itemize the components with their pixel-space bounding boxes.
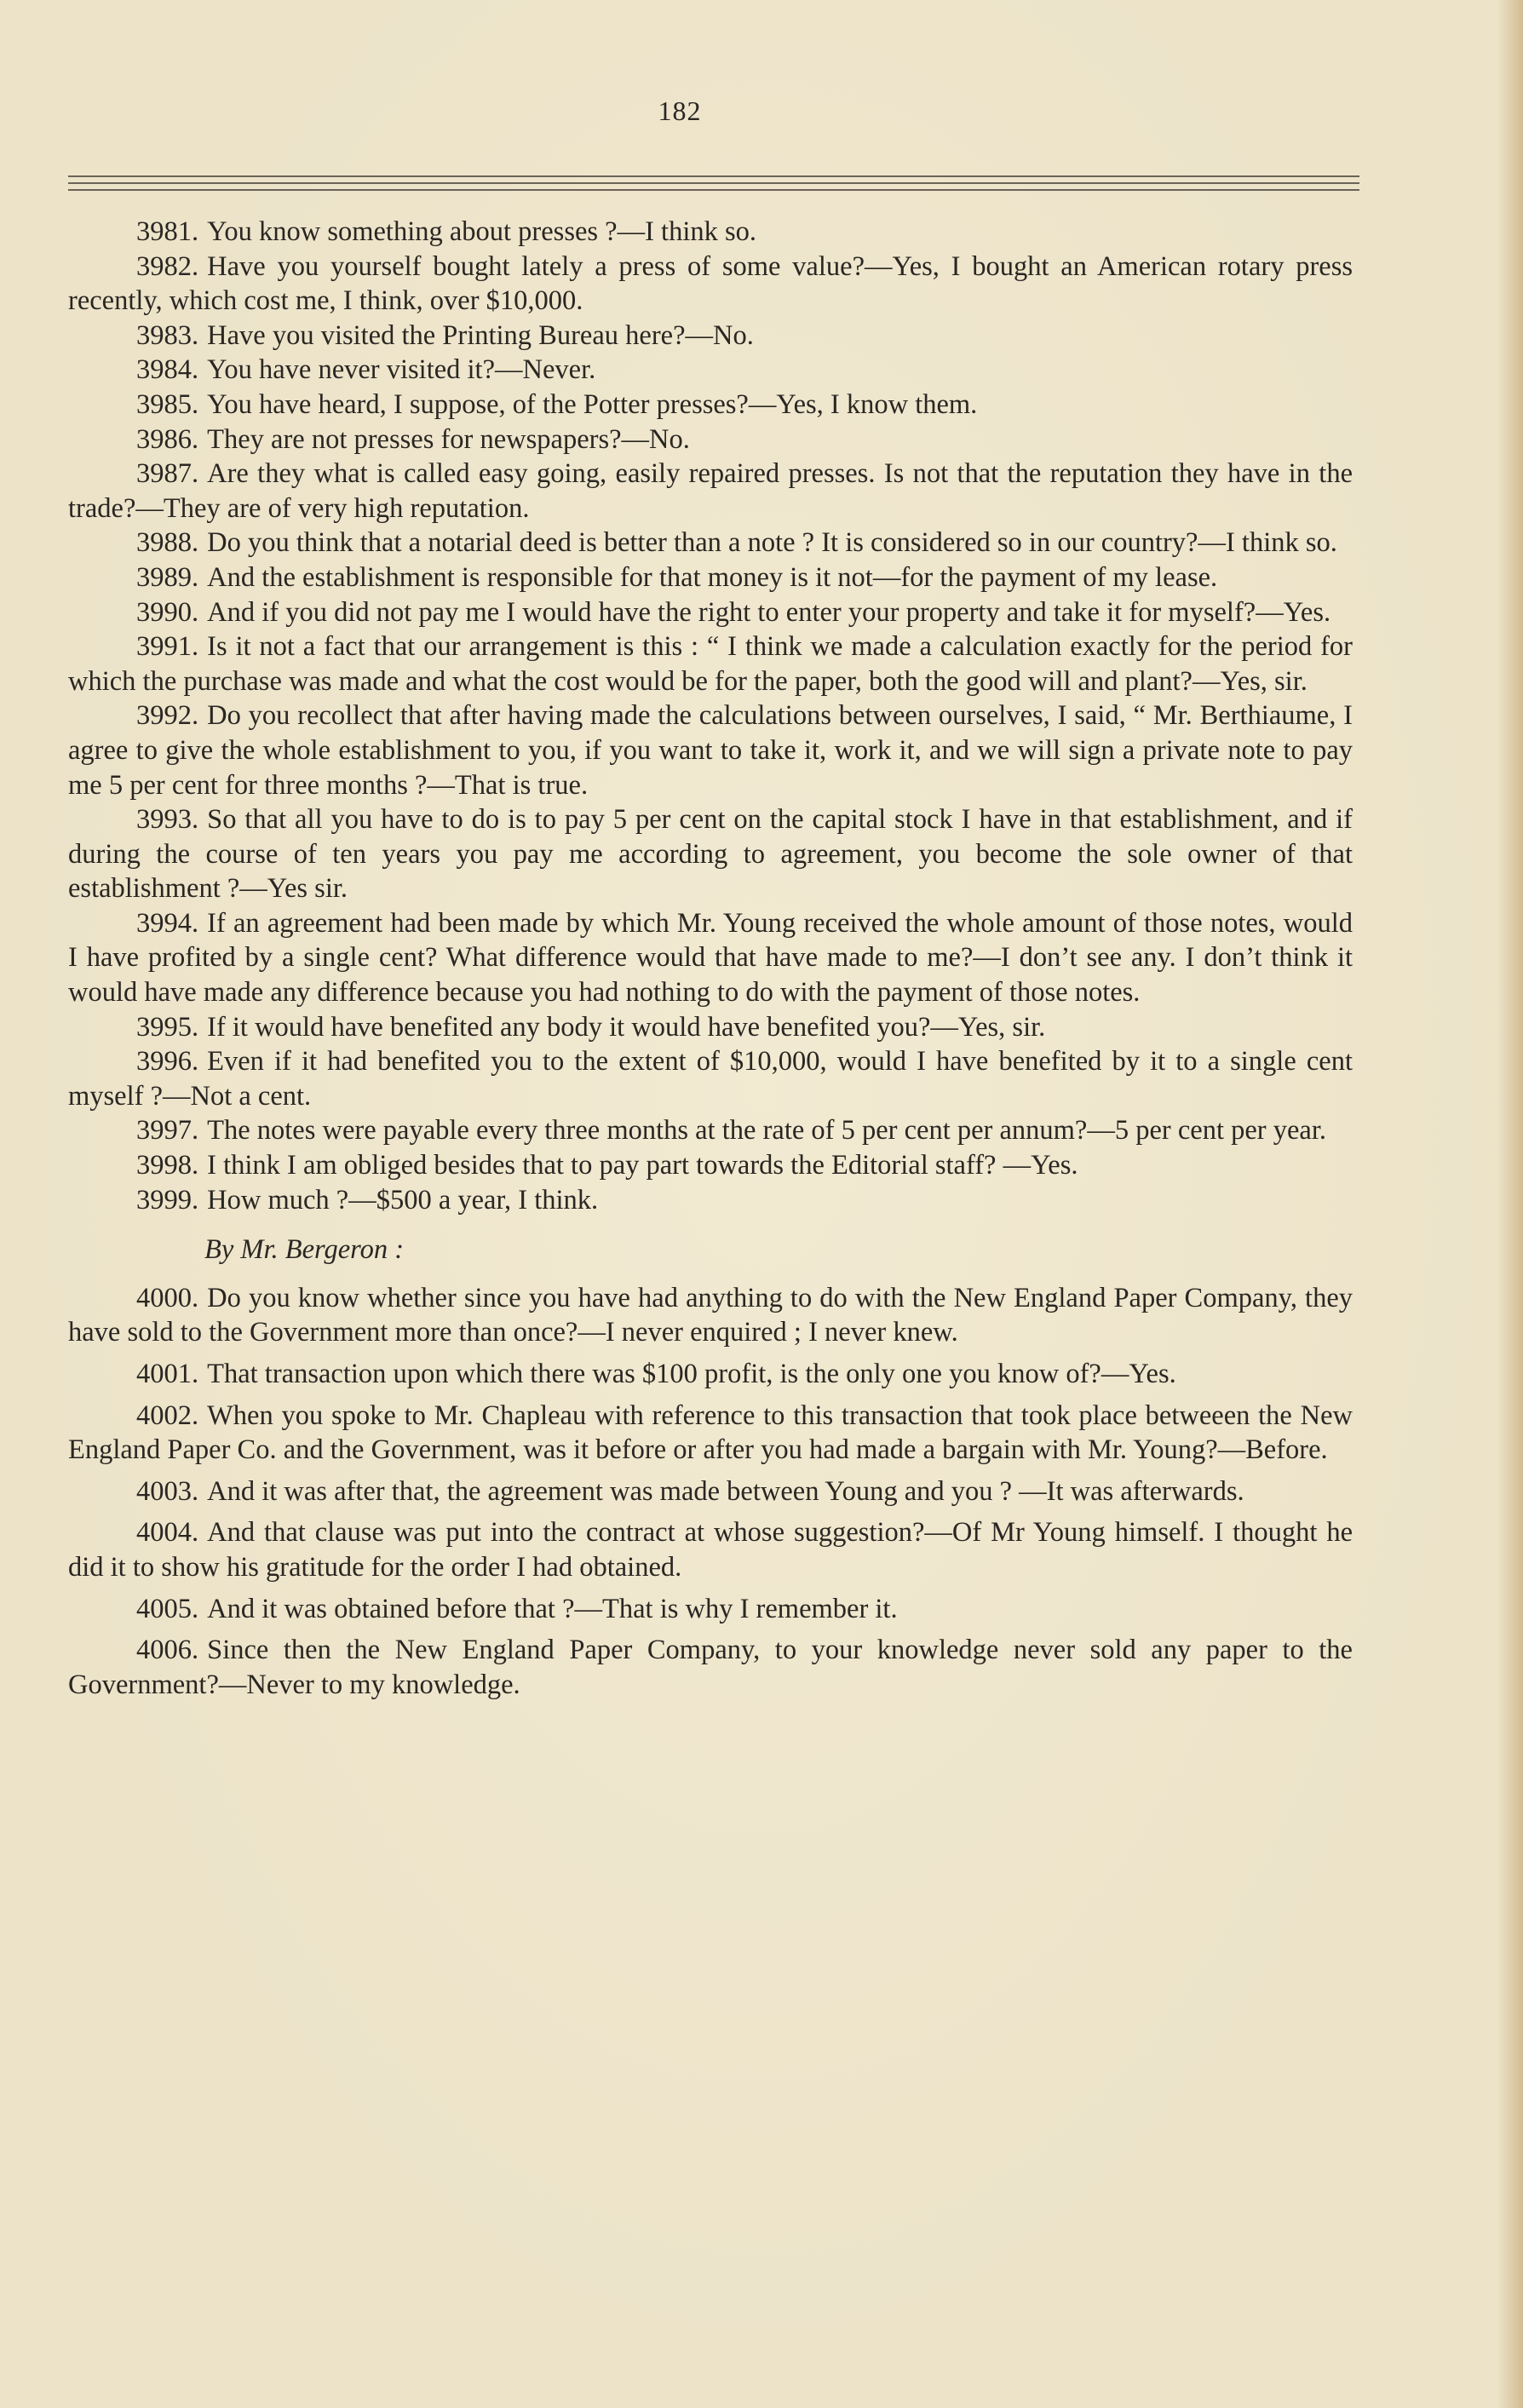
- testimony-paragraph: [68, 319, 1353, 353]
- question-number: 3985.: [136, 388, 199, 420]
- question-text: Have you yourself bought lately a press of some value?—Yes, I bought an American rotary press recently, which cost me, I think, over $10,000.: [68, 250, 1353, 317]
- testimony-paragraph: [68, 1113, 1353, 1148]
- question-number: 3997.: [136, 1115, 199, 1147]
- testimony-paragraph: [68, 526, 1353, 560]
- question-text: If it would have benefited any body it would have benefited you?—Yes, sir.: [207, 1011, 1046, 1043]
- testimony-paragraph: [68, 1474, 1353, 1509]
- question-text: Is it not a fact that our arrangement is this : “ I think we made a calculation exactly for the period for which the purchase was made and what the cost would be for the paper, both the good will and plant?—Yes, sir.: [68, 631, 1353, 697]
- question-text: The notes were payable every three months at the rate of 5 per cent per annum?—5 per cent per year.: [207, 1115, 1326, 1147]
- question-number: 3982.: [136, 250, 199, 282]
- question-number: 3990.: [136, 596, 199, 628]
- question-text: And it was after that, the agreement was made between Young and you ? —It was afterwards.: [207, 1475, 1244, 1507]
- page-body: [68, 215, 1353, 1702]
- question-number: 4001.: [136, 1359, 199, 1389]
- testimony-paragraph: [68, 1281, 1353, 1350]
- testimony-paragraph: [68, 560, 1353, 595]
- question-number: 3989.: [136, 561, 199, 593]
- question-text: And it was obtained before that ?—That is why I remember it.: [207, 1593, 898, 1624]
- testimony-paragraph: [68, 422, 1353, 457]
- testimony-paragraph: [68, 1010, 1353, 1045]
- page-number: 182: [658, 95, 702, 126]
- testimony-paragraph: [68, 250, 1353, 319]
- question-number: 3988.: [136, 527, 199, 559]
- question-number: 4004.: [136, 1517, 199, 1549]
- section-heading: By Mr. Bergeron :: [204, 1234, 405, 1266]
- testimony-paragraph: [68, 595, 1353, 630]
- question-number: 3983.: [136, 319, 199, 351]
- question-number: 4005.: [136, 1593, 199, 1624]
- testimony-paragraph: [68, 1183, 1353, 1218]
- question-text: And if you did not pay me I would have the right to enter your property and take it for myself?—Yes.: [207, 596, 1331, 628]
- testimony-paragraph: [68, 629, 1353, 698]
- question-text: You know something about presses ?—I think so.: [207, 216, 756, 247]
- testimony-paragraph: [68, 1592, 1353, 1627]
- testimony-paragraph: [68, 1357, 1353, 1392]
- question-number: 3992.: [136, 700, 199, 732]
- testimony-paragraph: [68, 802, 1353, 906]
- question-text: Even if it had benefited you to the extent of $10,000, would I have benefited by it to a single cent myself ?—Not a cent.: [68, 1046, 1353, 1112]
- testimony-paragraph: [68, 388, 1353, 422]
- question-number: 4006.: [136, 1635, 199, 1666]
- testimony-paragraph: [68, 215, 1353, 250]
- testimony-paragraph: [68, 698, 1353, 802]
- question-text: Do you recollect that after having made the calculations between ourselves, I said, “ Mr. Berthiaume, I agree to give the whole establishment to you, if you want to take it, work it, and we will sign a private note to pay me 5 per cent for three months ?—That is true.: [68, 700, 1353, 801]
- question-text: You have never visited it?—Never.: [207, 354, 596, 386]
- testimony-paragraph: [68, 457, 1353, 526]
- question-text: Do you know whether since you have had anything to do with the New England Paper Company, they have sold to the Government more than once?—I never enquired ; I never knew.: [68, 1282, 1353, 1348]
- header-rule: [68, 189, 1359, 191]
- testimony-paragraph: [68, 1399, 1353, 1468]
- question-text: You have heard, I suppose, of the Potter presses?—Yes, I know them.: [207, 388, 978, 420]
- question-text: I think I am obliged besides that to pay part towards the Editorial staff? —Yes.: [207, 1150, 1078, 1181]
- testimony-section-2: [68, 1281, 1353, 1703]
- header-rule: [68, 175, 1359, 177]
- question-text: Since then the New England Paper Company, to your knowledge never sold any paper to the Government?—Never to my knowledge.: [68, 1635, 1353, 1700]
- testimony-section-1: [68, 215, 1353, 1217]
- question-number: 3996.: [136, 1046, 199, 1078]
- question-number: 3993.: [136, 804, 199, 836]
- page-edge-shadow: [1497, 0, 1523, 2408]
- question-number: 3998.: [136, 1150, 199, 1181]
- question-number: 4002.: [136, 1399, 199, 1431]
- question-number: 3995.: [136, 1011, 199, 1043]
- question-number: 3999.: [136, 1184, 199, 1215]
- question-number: 3981.: [136, 216, 199, 247]
- question-text: And that clause was put into the contract at whose suggestion?—Of Mr Young himself. I thought he did it to show his gratitude for the order I had obtained.: [68, 1517, 1353, 1583]
- question-text: Do you think that a notarial deed is better than a note ? It is considered so in our country?—I think so.: [207, 527, 1337, 559]
- question-number: 3984.: [136, 354, 199, 386]
- question-text: Are they what is called easy going, easily repaired presses. Is not that the reputation they have in the trade?—They are of very high reputation.: [68, 458, 1353, 524]
- testimony-paragraph: [68, 1515, 1353, 1584]
- question-text: How much ?—$500 a year, I think.: [207, 1184, 599, 1215]
- testimony-paragraph: [68, 1148, 1353, 1183]
- question-number: 3994.: [136, 907, 199, 939]
- question-text: They are not presses for newspapers?—No.: [207, 423, 690, 455]
- question-number: 4000.: [136, 1282, 199, 1313]
- testimony-paragraph: [68, 906, 1353, 1010]
- question-text: So that all you have to do is to pay 5 per cent on the capital stock I have in that establishment, and if during the course of ten years you pay me according to agreement, you become the sole owner of that establishment ?—Yes sir.: [68, 804, 1353, 905]
- header-rule: [68, 182, 1359, 184]
- testimony-paragraph: [68, 1044, 1353, 1113]
- question-text: If an agreement had been made by which Mr. Young received the whole amount of those notes, would I have profited by a single cent? What difference would that have made to me?—I don’t see any. I don’t think it would have made any difference because you had nothing to do with the payment of those notes.: [68, 907, 1353, 1009]
- question-text: That transaction upon which there was $100 profit, is the only one you know of?—Yes.: [207, 1359, 1176, 1389]
- question-text: When you spoke to Mr. Chapleau with reference to this transaction that took place betweeen the New England Paper Co. and the Government, was it before or after you had made a bargain with Mr. Young?—Before.: [68, 1399, 1353, 1466]
- testimony-paragraph: [68, 1633, 1353, 1702]
- question-number: 3987.: [136, 458, 199, 490]
- question-number: 4003.: [136, 1475, 199, 1507]
- testimony-paragraph: [68, 353, 1353, 388]
- question-text: And the establishment is responsible for that money is it not—for the payment of my lease.: [207, 561, 1218, 593]
- question-text: Have you visited the Printing Bureau here?—No.: [207, 319, 754, 351]
- question-number: 3991.: [136, 631, 199, 663]
- question-number: 3986.: [136, 423, 199, 455]
